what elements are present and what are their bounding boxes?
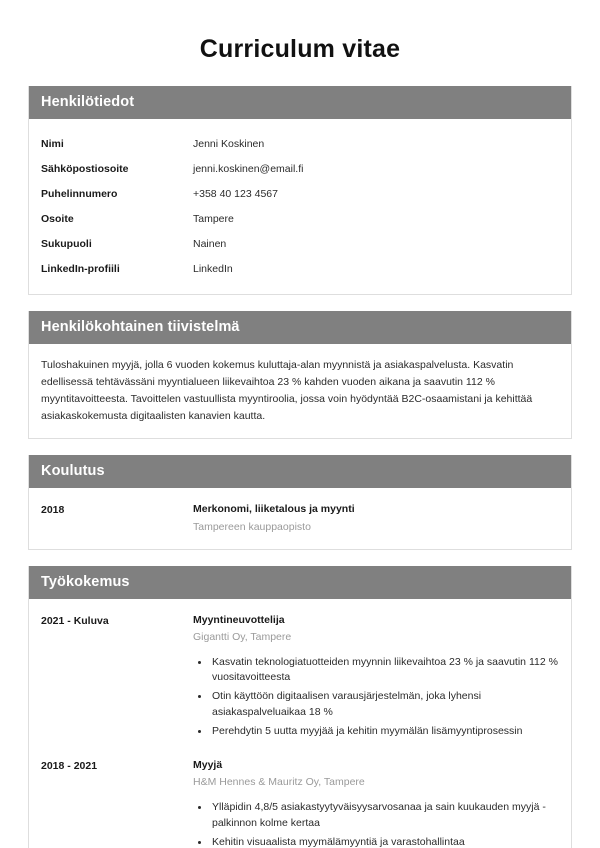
entry-title: Myyntineuvottelija <box>193 614 285 627</box>
entry-bullet-list <box>193 655 559 741</box>
section-education <box>28 455 572 550</box>
experience-entry <box>41 756 559 848</box>
detail-label: Nimi <box>41 137 64 150</box>
entry-date: 2018 <box>41 504 65 517</box>
table-row <box>41 131 559 156</box>
detail-value: Jenni Koskinen <box>193 137 265 150</box>
section-heading-summary: Henkilökohtainen tiivistelmä <box>29 311 571 344</box>
entry-date: 2018 - 2021 <box>41 760 98 773</box>
section-heading-education: Koulutus <box>29 455 571 488</box>
list-item: • Otin käyttöön digitaalisen varausjärjestelmän, joka lyhensi asiakaspalveluaikaa 18 % <box>210 689 559 721</box>
education-body <box>29 488 571 548</box>
table-row <box>41 181 559 206</box>
entry-main <box>193 758 559 848</box>
summary-text: Tuloshakuinen myyjä, jolla 6 vuoden kokemus kuluttaja-alan myynnistä ja asiakaspalvelusta. Kasvatin edellisessä tehtävässäni myyntialueen liikevaihtoa 23 % kahden vuoden aikana ja saavutin 112 % myyntitavoitteesta. Tavoittelen vastuullista myyntiroolia, jossa voin hyödyntää B2C-osaamistani ja kehittää asiakaskokemusta digitaalisten kanavien kautta. <box>41 359 533 423</box>
table-row <box>41 207 559 232</box>
entry-subtitle: Gigantti Oy, Tampere <box>193 631 292 644</box>
detail-label: Puhelinnumero <box>41 187 118 200</box>
section-summary <box>28 311 572 439</box>
detail-label: Sähköpostiosoite <box>41 162 129 175</box>
personal-details-rows <box>41 131 559 282</box>
detail-label: LinkedIn-profiili <box>41 263 120 276</box>
list-item: • Perehdytin 5 uutta myyjää ja kehitin myymälän lisämyyntiprosessin <box>210 724 559 740</box>
personal-details-table <box>41 131 559 282</box>
section-personal-details <box>28 86 572 295</box>
summary-body <box>29 344 571 438</box>
list-item: • Ylläpidin 4,8/5 asiakastyytyväisyysarvosanaa ja sain kuukauden myyjä - palkinnon kolme kertaa <box>210 800 559 832</box>
entry-date: 2021 - Kuluva <box>41 615 109 628</box>
entry-bullet-list <box>193 800 559 848</box>
detail-value: Nainen <box>193 238 227 251</box>
detail-label: Sukupuoli <box>41 238 92 251</box>
education-entry <box>41 500 559 536</box>
detail-value: Tampere <box>193 213 234 226</box>
detail-label: Osoite <box>41 213 74 226</box>
entry-title: Myyjä <box>193 759 223 772</box>
table-row <box>41 257 559 282</box>
entry-subtitle: H&M Hennes & Mauritz Oy, Tampere <box>193 776 365 789</box>
table-row <box>41 232 559 257</box>
entry-title: Merkonomi, liiketalous ja myynti <box>193 503 355 516</box>
entry-main <box>193 613 559 740</box>
section-experience <box>28 566 572 848</box>
experience-entry <box>41 611 559 742</box>
cv-sections <box>0 86 600 848</box>
personal-details-body <box>29 119 571 294</box>
table-row <box>41 156 559 181</box>
section-heading-experience: Työkokemus <box>29 566 571 599</box>
list-item: • Kehitin visuaalista myymälämyyntiä ja varastohallintaa <box>210 835 559 848</box>
page-title: Curriculum vitae <box>199 35 401 63</box>
entry-subtitle: Tampereen kauppaopisto <box>193 520 311 533</box>
entry-main <box>193 502 559 534</box>
experience-body <box>29 599 571 848</box>
detail-value-linkedin[interactable]: LinkedIn <box>193 263 233 276</box>
detail-value[interactable]: jenni.koskinen@email.fi <box>193 162 304 175</box>
section-heading-personal-details: Henkilötiedot <box>29 86 571 119</box>
detail-value: +358 40 123 4567 <box>193 187 278 200</box>
list-item: • Kasvatin teknologiatuotteiden myynnin liikevaihtoa 23 % ja saavutin 112 % vuositavoitteesta <box>210 655 559 687</box>
